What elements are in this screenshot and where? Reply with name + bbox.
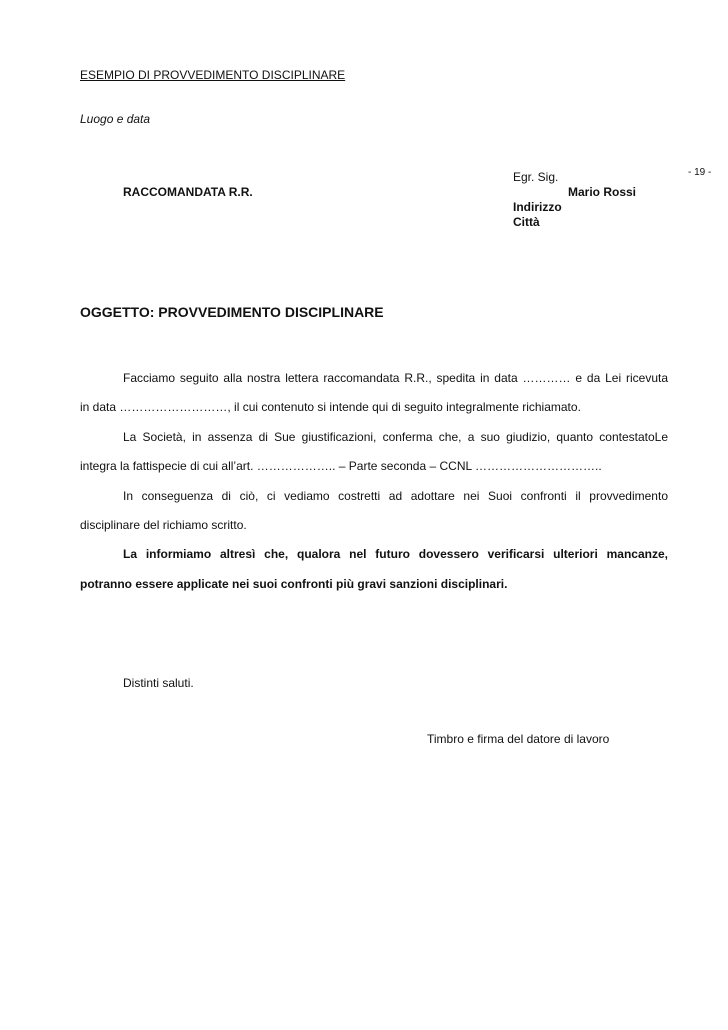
paragraph-4 bbox=[80, 540, 668, 599]
closing-salutation: Distinti saluti. bbox=[123, 676, 194, 690]
recipient-block bbox=[513, 170, 636, 230]
letter-body bbox=[80, 364, 668, 599]
paragraph-2-line-1-text: La Società, in assenza di Sue giustificazioni, conferma che, a suo giudizio, quanto contestatoLe bbox=[123, 429, 668, 444]
subject-line: OGGETTO: PROVVEDIMENTO DISCIPLINARE bbox=[80, 304, 384, 320]
page-number: - 19 - bbox=[688, 167, 712, 178]
paragraph-3-line-2: disciplinare del richiamo scritto. bbox=[80, 518, 247, 533]
paragraph-4-line-2: potranno essere applicate nei suoi confronti più gravi sanzioni disciplinari. bbox=[80, 576, 508, 591]
paragraph-2-line-2: integra la fattispecie di cui all’art. ……………….. – Parte seconda – CCNL ………………………….. bbox=[80, 459, 602, 474]
place-and-date: Luogo e data bbox=[80, 112, 151, 126]
paragraph-1-line-1 bbox=[80, 364, 668, 393]
paragraph-1-line-2: in data ………………………, il cui contenuto si intende qui di seguito integralmente richiamato. bbox=[80, 400, 581, 415]
registered-mail-label: RACCOMANDATA R.R. bbox=[123, 185, 253, 199]
paragraph-4-line-1-text: La informiamo altresì che, qualora nel futuro dovessero verificarsi ulteriori mancanze, bbox=[123, 547, 668, 562]
recipient-salutation: Egr. Sig. bbox=[513, 170, 559, 184]
paragraph-2-line-1 bbox=[80, 423, 668, 452]
paragraph-3-line-1 bbox=[80, 482, 668, 511]
document-heading: ESEMPIO DI PROVVEDIMENTO DISCIPLINARE bbox=[80, 68, 346, 82]
paragraph-2 bbox=[80, 423, 668, 482]
paragraph-4-line-1 bbox=[80, 540, 668, 569]
recipient-city: Città bbox=[513, 215, 540, 229]
recipient-name: Mario Rossi bbox=[568, 185, 637, 199]
recipient-address: Indirizzo bbox=[513, 200, 562, 214]
paragraph-1 bbox=[80, 364, 668, 423]
paragraph-3-line-1-text: In conseguenza di ciò, ci vediamo costretti ad adottare nei Suoi confronti il provvedimento bbox=[123, 488, 668, 503]
paragraph-1-line-1-text: Facciamo seguito alla nostra lettera raccomandata R.R., spedita in data ………… e da Lei ricevuta bbox=[123, 371, 668, 385]
paragraph-3 bbox=[80, 482, 668, 541]
signature-label: Timbro e firma del datore di lavoro bbox=[427, 732, 610, 746]
